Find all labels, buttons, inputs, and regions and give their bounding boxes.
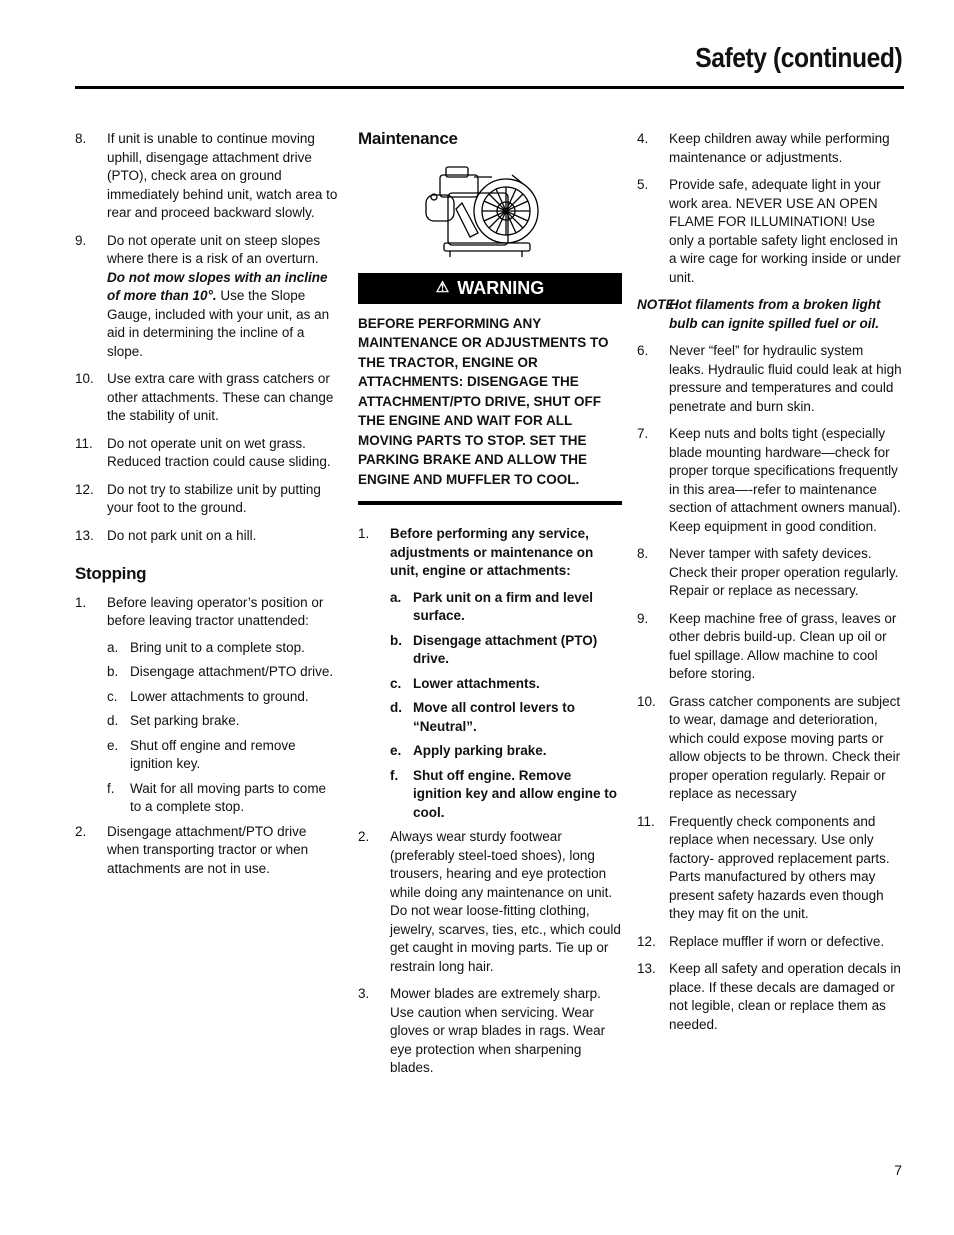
list-item: 9. Do not operate unit on steep slopes where there is a risk of an overturn. Do not mow slopes with an incline of more than 10°. Use the Slope Gauge, included with your unit, as an aid in determining the incline of a slope. [75, 232, 330, 359]
list-item: 1. Before leaving operator’s position or before leaving tractor unattended: [75, 594, 324, 628]
sub-item: b. Disengage attachment (PTO) drive. [390, 632, 598, 666]
list-item: 12. Replace muffler if worn or defective. [637, 933, 885, 949]
sub-item: d. Move all control levers to “Neutral”. [390, 700, 576, 734]
list-item: 2. Always wear sturdy footwear (preferably steel-toed shoes), long trousers, hearing and eye protection while doing any maintenance on unit. Do not wear loose-fitting clothing, jewelry, scarves, ties, etc., which could get caught in moving parts. Tie up or restrain long hair. [358, 829, 621, 974]
sub-item: c. Lower attachments to ground. [107, 688, 309, 704]
sub-list [358, 589, 622, 823]
column-right [637, 130, 902, 1043]
column-middle [358, 130, 622, 1087]
warning-banner: ⚠ WARNING [358, 273, 622, 304]
list-item: 6. Never “feel” for hydraulic system leaks. Hydraulic fluid could leak at high pressure and temperatures and could penetrate and burn skin. [637, 343, 902, 414]
sub-item: a. Park unit on a firm and level surface. [390, 589, 594, 623]
list-item: 5. Provide safe, adequate light in your work area. NEVER USE AN OPEN FLAME FOR ILLUMINATION! Use only a portable safety light enclosed in a wire cage for working inside or under unit. [637, 177, 901, 285]
list-item: 7. Keep nuts and bolts tight (especially blade mounting hardware—check for proper torque specifications frequently in this area—-refer to maintenance section of attachment owners manual). Keep equipment in good condition. [637, 426, 901, 534]
sub-list [75, 639, 340, 817]
list-item: 11. Do not operate unit on wet grass. Reduced traction could cause sliding. [75, 435, 331, 469]
divider [358, 501, 622, 505]
list-item: 3. Mower blades are extremely sharp. Use caution when servicing. Wear gloves or wrap blades in rags. Wear eye protection when sharpening blades. [358, 986, 606, 1075]
list-item: 10. Grass catcher components are subject to wear, damage and deterioration, which could expose moving parts or allow objects to be thrown. Check their proper operation regularly. Repair or replace as necessary [637, 693, 901, 801]
warning-triangle-icon: ⚠ [435, 278, 450, 296]
warning-text: BEFORE PERFORMING ANY MAINTENANCE OR ADJUSTMENTS TO THE TRACTOR, ENGINE OR ATTACHMENTS: DISENGAGE THE ATTACHMENT/PTO DRIVE, SHUT OFF THE ENGINE AND WAIT FOR ALL MOVING PARTS TO STOP. SET THE PARKING BRAKE AND ALLOW THE ENGINE AND MUFFLER TO COOL. [358, 315, 609, 487]
list-item: 9. Keep machine free of grass, leaves or other debris build-up. Clean up oil or fuel spillage. Allow machine to cool before storing. [637, 610, 897, 681]
sub-item: a. Bring unit to a complete stop. [107, 639, 305, 655]
list-item: 13. Keep all safety and operation decals in place. If these decals are damaged or not legible, clean or replace them as needed. [637, 961, 901, 1032]
section-heading-maintenance: Maintenance [358, 129, 458, 148]
list-item: 10. Use extra care with grass catchers or other attachments. These can change the stability of unit. [75, 371, 334, 423]
column-left [75, 130, 340, 887]
engine-illustration [418, 163, 543, 261]
section-heading-stopping: Stopping [75, 564, 147, 583]
sub-item: e. Shut off engine and remove ignition key. [107, 737, 296, 771]
note: NOTE: Hot filaments from a broken light bulb can ignite spilled fuel or oil. [637, 297, 881, 331]
sub-item: c. Lower attachments. [390, 675, 540, 691]
list-item: 12. Do not try to stabilize unit by putting your foot to the ground. [75, 481, 321, 515]
sub-item: e. Apply parking brake. [390, 743, 547, 758]
list-item: 1. Before performing any service, adjustments or maintenance on unit, engine or attachments: [358, 526, 594, 578]
list-item: 4. Keep children away while performing maintenance or adjustments. [637, 131, 890, 165]
list-item: 13. Do not park unit on a hill. [75, 527, 257, 543]
list-item: 11. Frequently check components and replace when necessary. Use only factory- approved replacement parts. Parts manufactured by others may present safety hazards even though they may fit on the unit. [637, 813, 890, 921]
page-number: 7 [894, 1162, 902, 1178]
sub-item: f. Wait for all moving parts to come to a complete stop. [107, 780, 327, 814]
header-rule [75, 86, 904, 89]
list-item: 2. Disengage attachment/PTO drive when transporting tractor or when attachments are not in use. [75, 823, 309, 876]
sub-item: b. Disengage attachment/PTO drive. [107, 664, 334, 679]
sub-item: f. Shut off engine. Remove ignition key and allow engine to cool. [390, 767, 618, 820]
sub-item: d. Set parking brake. [107, 713, 240, 728]
list-item: 8. Never tamper with safety devices. Check their proper operation regularly. Repair or replace as necessary. [637, 546, 899, 598]
page-title: Safety (continued) [694, 42, 902, 73]
list-item: 8. If unit is unable to continue moving uphill, disengage attachment drive (PTO), check area on ground immediately behind unit, watch area to rear and proceed backward slowly. [75, 131, 338, 220]
